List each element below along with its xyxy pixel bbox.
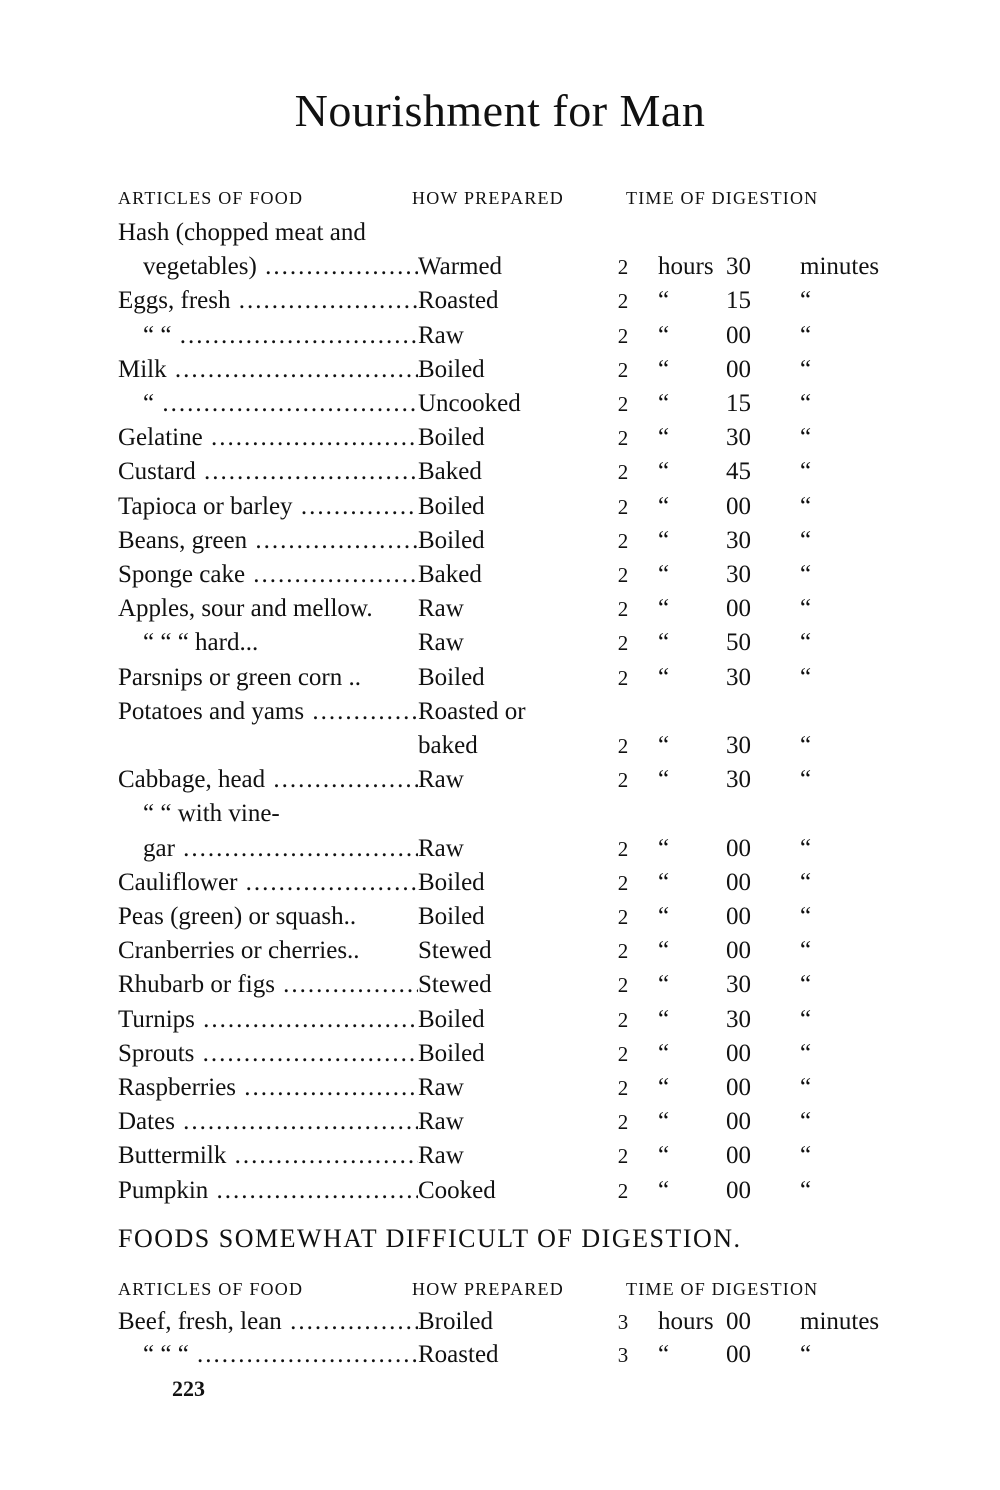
food-name: Apples, sour and mellow. <box>118 595 373 623</box>
hours-value: 2 <box>617 836 629 861</box>
hours-unit: “ <box>658 355 670 383</box>
hours-value: 2 <box>617 392 629 416</box>
table-row <box>0 490 1000 524</box>
hours-unit: “ <box>658 766 670 794</box>
hours-unit: “ <box>658 732 670 759</box>
table-row <box>0 968 1000 1002</box>
preparation: Boiled <box>418 663 485 691</box>
header-articles-2: ARTICLES OF FOOD <box>118 1279 304 1299</box>
hours-value: 2 <box>617 665 629 690</box>
hours-value: 2 <box>617 1041 629 1066</box>
minutes-unit: “ <box>800 321 812 349</box>
food-name: Cauliflower ..... <box>118 866 418 900</box>
hours-unit: “ <box>658 561 670 588</box>
minutes-value: 00 <box>726 834 751 862</box>
minutes-value: 30 <box>726 424 751 452</box>
preparation: Roasted <box>418 1341 499 1368</box>
hours-unit: “ <box>658 526 670 554</box>
minutes-unit: “ <box>800 1142 812 1170</box>
minutes-unit: “ <box>800 937 812 965</box>
table-row <box>0 1338 1000 1372</box>
minutes-value: 45 <box>726 458 751 486</box>
minutes-value: 00 <box>726 1108 751 1136</box>
minutes-value: 50 <box>726 629 751 657</box>
preparation: Raw <box>418 766 464 794</box>
minutes-value: 00 <box>726 321 751 349</box>
minutes-unit: “ <box>800 834 812 862</box>
hours-unit: “ <box>658 937 670 965</box>
hours-value: 2 <box>617 631 629 656</box>
minutes-value: 15 <box>726 390 751 417</box>
preparation: Boiled <box>418 526 485 554</box>
hours-value: 2 <box>617 1110 629 1135</box>
table-row <box>0 284 1000 318</box>
table-row <box>0 421 1000 455</box>
minutes-unit: “ <box>800 1074 812 1101</box>
minutes-unit: “ <box>800 663 812 691</box>
minutes-unit: “ <box>800 1341 812 1368</box>
hours-unit: “ <box>658 629 670 657</box>
minutes-unit: “ <box>800 1039 812 1067</box>
food-name: Pumpkin ..... <box>118 1174 418 1208</box>
hours-value: 2 <box>617 734 629 758</box>
minutes-unit: “ <box>800 903 812 930</box>
preparation: Raw <box>418 834 464 862</box>
hours-unit: “ <box>658 492 670 520</box>
preparation: Boiled <box>418 355 485 383</box>
table-row <box>0 832 1000 866</box>
preparation: Cooked <box>418 1176 496 1204</box>
minutes-unit: “ <box>800 492 812 520</box>
table-row <box>0 729 1000 763</box>
table-row <box>0 1174 1000 1208</box>
table-row <box>0 1037 1000 1071</box>
header-prepared-2: HOW PREPARED <box>412 1279 564 1299</box>
table-row <box>0 797 1000 831</box>
hours-unit: “ <box>658 390 670 417</box>
minutes-unit: “ <box>800 629 812 657</box>
table-row <box>0 455 1000 489</box>
preparation: Roasted <box>418 287 499 315</box>
minutes-unit: “ <box>800 766 812 794</box>
hours-unit: hours <box>658 253 714 281</box>
minutes-unit: “ <box>800 595 812 623</box>
table-row <box>0 319 1000 353</box>
preparation: Warmed <box>418 253 503 281</box>
minutes-value: 30 <box>726 663 751 691</box>
table-row <box>0 1305 1000 1339</box>
hours-value: 2 <box>617 426 629 451</box>
table-row <box>0 934 1000 968</box>
hours-unit: “ <box>658 903 670 930</box>
preparation: Boiled <box>418 424 485 452</box>
minutes-value: 00 <box>726 1142 751 1170</box>
hours-value: 2 <box>617 597 629 622</box>
food-name: Rhubarb or figs ..... <box>118 968 418 1002</box>
hours-value: 2 <box>617 357 629 382</box>
hours-unit: “ <box>658 1108 670 1136</box>
minutes-unit: “ <box>800 561 812 588</box>
hours-value: 2 <box>617 1007 629 1032</box>
hours-value: 3 <box>617 1343 629 1367</box>
preparation: baked <box>418 732 478 759</box>
hours-unit: “ <box>658 1176 670 1204</box>
preparation: Boiled <box>418 903 485 930</box>
section-title: FOODS SOMEWHAT DIFFICULT OF DIGESTION. <box>118 1224 742 1253</box>
minutes-unit: “ <box>800 287 812 315</box>
minutes-value: 00 <box>726 1039 751 1067</box>
minutes-value: 00 <box>726 355 751 383</box>
minutes-value: 30 <box>726 253 751 281</box>
hours-value: 2 <box>617 255 629 280</box>
table-row <box>0 1139 1000 1173</box>
food-name: Dates ..... <box>118 1105 418 1139</box>
preparation: Raw <box>418 629 464 657</box>
header-articles: ARTICLES OF FOOD <box>118 188 304 208</box>
minutes-unit: “ <box>800 971 812 999</box>
food-name: Tapioca or barley ..... <box>118 490 418 524</box>
food-name: Sprouts ..... <box>118 1037 418 1071</box>
preparation: Boiled <box>418 1005 485 1033</box>
table-row <box>0 558 1000 592</box>
hours-unit: “ <box>658 1074 670 1101</box>
minutes-value: 00 <box>726 903 751 930</box>
food-name: Milk ..... <box>118 353 418 387</box>
header-prepared: HOW PREPARED <box>412 188 564 208</box>
hours-value: 2 <box>617 528 629 553</box>
preparation: Stewed <box>418 971 492 999</box>
hours-value: 2 <box>617 494 629 519</box>
food-name: Parsnips or green corn .. <box>118 663 361 691</box>
table-row <box>0 900 1000 934</box>
table-row <box>0 216 1000 250</box>
food-name: “ ..... <box>143 387 418 421</box>
food-name: Beef, fresh, lean ..... <box>118 1305 418 1339</box>
hours-unit: “ <box>658 458 670 486</box>
minutes-unit: “ <box>800 1108 812 1136</box>
minutes-value: 30 <box>726 971 751 999</box>
minutes-unit: “ <box>800 355 812 383</box>
minutes-unit: “ <box>800 1176 812 1204</box>
minutes-value: 00 <box>726 1341 751 1368</box>
hours-unit: “ <box>658 834 670 862</box>
table-row <box>0 1003 1000 1037</box>
hours-value: 2 <box>617 1144 629 1169</box>
food-name: Custard ..... <box>118 455 418 489</box>
food-name: Gelatine ..... <box>118 421 418 455</box>
minutes-value: 00 <box>726 492 751 520</box>
hours-unit: “ <box>658 1005 670 1033</box>
table-row <box>0 353 1000 387</box>
minutes-value: 30 <box>726 766 751 794</box>
preparation: Boiled <box>418 868 485 896</box>
hours-unit: “ <box>658 1142 670 1170</box>
hours-value: 2 <box>617 1076 629 1100</box>
table-row <box>0 626 1000 660</box>
hours-value: 2 <box>617 563 629 587</box>
hours-value: 2 <box>617 939 629 964</box>
hours-unit: “ <box>658 424 670 452</box>
hours-value: 3 <box>617 1310 629 1334</box>
food-name: Turnips ..... <box>118 1003 418 1037</box>
preparation: Raw <box>418 321 464 349</box>
hours-unit: hours <box>658 1308 714 1335</box>
food-name: Potatoes and yams ..... <box>118 695 418 729</box>
table-row <box>0 1071 1000 1105</box>
hours-value: 2 <box>617 323 629 348</box>
hours-unit: “ <box>658 868 670 896</box>
hours-unit: “ <box>658 1341 670 1368</box>
hours-unit: “ <box>658 595 670 623</box>
minutes-unit: “ <box>800 1005 812 1033</box>
header-time: TIME OF DIGESTION <box>626 188 819 208</box>
food-name: Buttermilk ..... <box>118 1139 418 1173</box>
table-row <box>0 524 1000 558</box>
preparation: Uncooked <box>418 390 521 417</box>
minutes-value: 00 <box>726 595 751 623</box>
hours-unit: “ <box>658 287 670 315</box>
preparation: Boiled <box>418 1039 485 1067</box>
hours-value: 2 <box>617 289 629 314</box>
table-row <box>0 763 1000 797</box>
hours-unit: “ <box>658 1039 670 1067</box>
food-name: Sponge cake ..... <box>118 558 418 592</box>
food-name: “ “ “ ..... <box>143 1338 418 1372</box>
table-row <box>0 592 1000 626</box>
minutes-unit: minutes <box>800 253 880 281</box>
food-name: vegetables) ..... <box>143 250 418 284</box>
hours-value: 2 <box>617 870 629 895</box>
food-name: Raspberries ..... <box>118 1071 418 1105</box>
minutes-value: 30 <box>726 1005 751 1033</box>
minutes-value: 00 <box>726 1308 751 1335</box>
minutes-value: 30 <box>726 732 751 759</box>
table-row <box>0 695 1000 729</box>
page-title: Nourishment for Man <box>294 85 706 136</box>
hours-value: 2 <box>617 905 629 929</box>
food-name: Cranberries or cherries.. <box>118 937 360 965</box>
preparation: Broiled <box>418 1308 493 1335</box>
minutes-unit: “ <box>800 868 812 896</box>
preparation: Roasted or <box>418 697 526 725</box>
minutes-value: 00 <box>726 937 751 965</box>
food-name: Cabbage, head ..... <box>118 763 418 797</box>
food-name: Eggs, fresh ..... <box>118 284 418 318</box>
hours-value: 2 <box>617 460 629 485</box>
table-row <box>0 866 1000 900</box>
minutes-value: 00 <box>726 1074 751 1101</box>
preparation: Stewed <box>418 937 492 965</box>
header-time-2: TIME OF DIGESTION <box>626 1279 819 1299</box>
preparation: Baked <box>418 561 482 588</box>
minutes-unit: minutes <box>800 1308 880 1335</box>
food-name: Beans, green ..... <box>118 524 418 558</box>
hours-value: 2 <box>617 1178 629 1203</box>
table-row <box>0 387 1000 421</box>
hours-unit: “ <box>658 321 670 349</box>
hours-value: 2 <box>617 973 629 998</box>
table-row <box>0 661 1000 695</box>
minutes-unit: “ <box>800 458 812 486</box>
minutes-value: 00 <box>726 868 751 896</box>
minutes-value: 00 <box>726 1176 751 1204</box>
preparation: Boiled <box>418 492 485 520</box>
food-name: Peas (green) or squash.. <box>118 903 357 930</box>
food-name: Hash (chopped meat and <box>118 219 366 246</box>
food-name: “ “ “ hard... <box>143 629 259 657</box>
preparation: Raw <box>418 1074 464 1101</box>
hours-value: 2 <box>617 768 629 793</box>
hours-unit: “ <box>658 663 670 691</box>
preparation: Raw <box>418 595 464 623</box>
minutes-unit: “ <box>800 424 812 452</box>
minutes-value: 15 <box>726 287 751 315</box>
preparation: Raw <box>418 1142 464 1170</box>
table-row <box>0 1105 1000 1139</box>
preparation: Baked <box>418 458 482 486</box>
minutes-value: 30 <box>726 561 751 588</box>
minutes-unit: “ <box>800 732 812 759</box>
food-name: gar ..... <box>143 832 418 866</box>
preparation: Raw <box>418 1108 464 1136</box>
food-name: “ “ ..... <box>143 319 418 353</box>
minutes-value: 30 <box>726 526 751 554</box>
minutes-unit: “ <box>800 390 812 417</box>
food-name: “ “ with vine- <box>143 800 280 828</box>
minutes-unit: “ <box>800 526 812 554</box>
hours-unit: “ <box>658 971 670 999</box>
page-number: 223 <box>172 1376 205 1401</box>
table-row <box>0 250 1000 284</box>
